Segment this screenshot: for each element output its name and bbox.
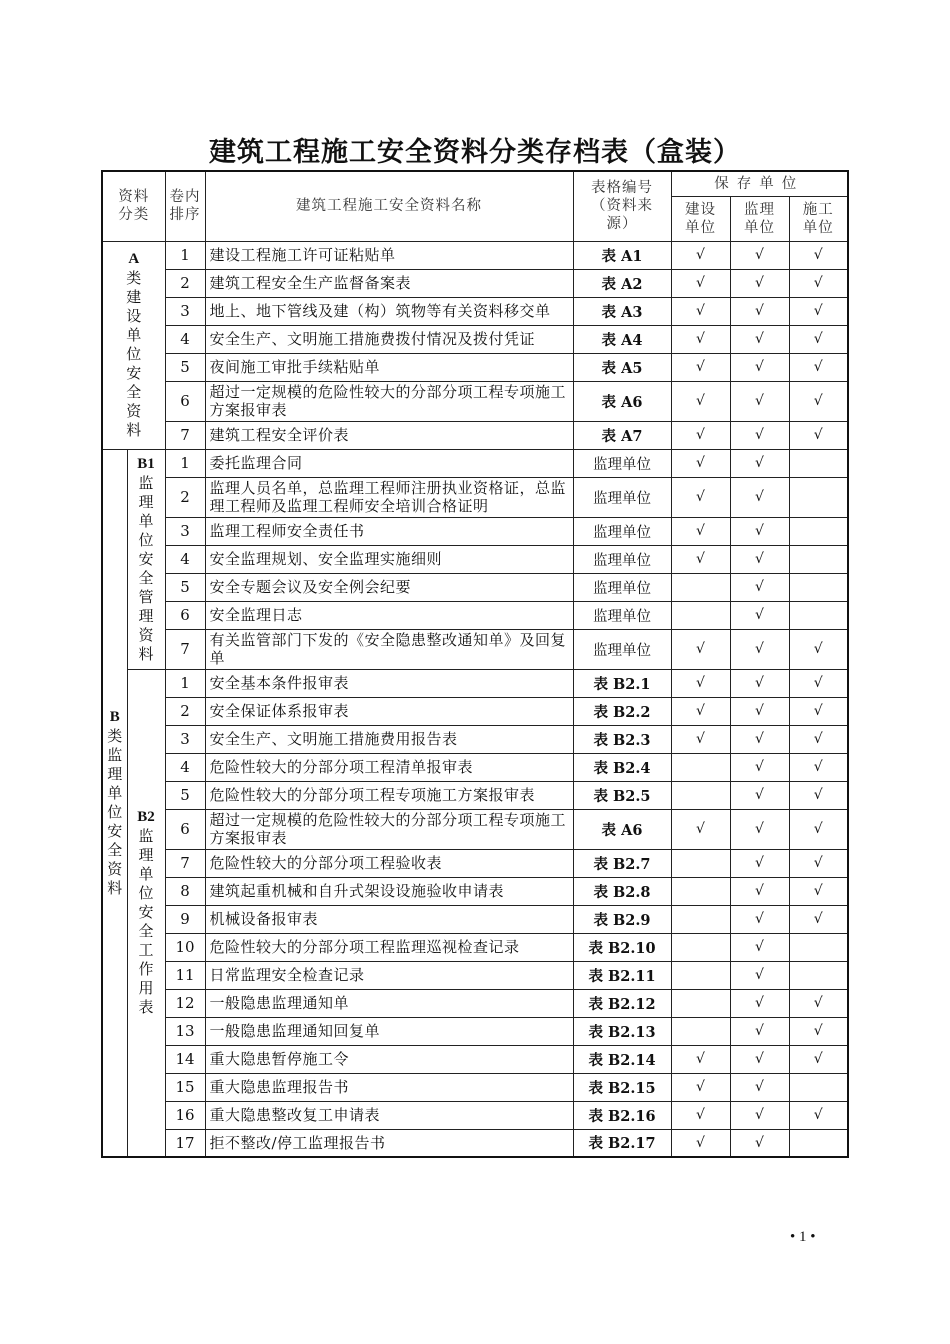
page-number: • 1 • [790, 1229, 816, 1245]
check-construction: √ [671, 1045, 730, 1073]
row-name: 建筑工程安全评价表 [205, 421, 573, 449]
row-name: 日常监理安全检查记录 [205, 961, 573, 989]
check-supervision: √ [730, 905, 789, 933]
check-supervision: √ [730, 1129, 789, 1157]
check-supervision: √ [730, 753, 789, 781]
check-supervision: √ [730, 241, 789, 269]
check-builder: √ [789, 297, 848, 325]
check-supervision: √ [730, 449, 789, 477]
row-code: 表 B2.17 [573, 1129, 671, 1157]
check-construction [671, 601, 730, 629]
table-row [102, 297, 848, 325]
row-code: 表 A6 [573, 809, 671, 849]
check-supervision: √ [730, 989, 789, 1017]
check-supervision: √ [730, 601, 789, 629]
header-storage: 保存单位 [671, 171, 848, 196]
table-body [102, 241, 848, 1157]
group-b-label [102, 449, 127, 1157]
check-construction: √ [671, 381, 730, 421]
table-row [102, 545, 848, 573]
group-code: B [109, 708, 120, 725]
row-name: 监理工程师安全责任书 [205, 517, 573, 545]
row-name: 安全专题会议及安全例会纪要 [205, 573, 573, 601]
check-builder: √ [789, 877, 848, 905]
check-construction [671, 989, 730, 1017]
check-construction [671, 1017, 730, 1045]
check-construction: √ [671, 477, 730, 517]
check-supervision: √ [730, 517, 789, 545]
group-code: B2 [137, 809, 155, 826]
check-supervision: √ [730, 809, 789, 849]
row-order: 4 [165, 753, 205, 781]
check-builder [789, 601, 848, 629]
check-supervision: √ [730, 697, 789, 725]
row-code: 表 B2.13 [573, 1017, 671, 1045]
row-code: 表 A5 [573, 353, 671, 381]
row-order: 3 [165, 725, 205, 753]
check-builder [789, 933, 848, 961]
row-code: 表 B2.4 [573, 753, 671, 781]
header-order: 卷内排序 [165, 171, 205, 241]
header-construction-unit: 建设单位 [671, 196, 730, 241]
check-supervision: √ [730, 325, 789, 353]
row-order: 12 [165, 989, 205, 1017]
row-order: 5 [165, 353, 205, 381]
header-category: 资料分类 [102, 171, 165, 241]
row-order: 2 [165, 269, 205, 297]
check-builder: √ [789, 1045, 848, 1073]
group-text: 类监理单位安全资料 [107, 726, 123, 897]
header-builder-unit: 施工单位 [789, 196, 848, 241]
row-code: 表 A3 [573, 297, 671, 325]
group-text: 类建设单位安全资料 [126, 269, 142, 439]
check-supervision: √ [730, 781, 789, 809]
check-supervision: √ [730, 381, 789, 421]
check-builder [789, 477, 848, 517]
row-name: 安全生产、文明施工措施费用报告表 [205, 725, 573, 753]
group-a-label [102, 241, 165, 449]
table-row [102, 573, 848, 601]
row-order: 1 [165, 669, 205, 697]
table-row [102, 629, 848, 669]
row-name: 拒不整改/停工监理报告书 [205, 1129, 573, 1157]
row-order: 1 [165, 449, 205, 477]
check-construction: √ [671, 269, 730, 297]
check-supervision: √ [730, 725, 789, 753]
table-row [102, 989, 848, 1017]
row-code: 表 B2.9 [573, 905, 671, 933]
check-builder: √ [789, 269, 848, 297]
row-code: 表 B2.2 [573, 697, 671, 725]
table-row [102, 325, 848, 353]
check-builder: √ [789, 1101, 848, 1129]
check-construction: √ [671, 545, 730, 573]
row-order: 14 [165, 1045, 205, 1073]
row-code: 监理单位 [573, 517, 671, 545]
row-code: 监理单位 [573, 545, 671, 573]
check-builder [789, 545, 848, 573]
check-construction: √ [671, 809, 730, 849]
row-name: 安全生产、文明施工措施费拨付情况及拨付凭证 [205, 325, 573, 353]
table-row [102, 1045, 848, 1073]
row-name: 建设工程施工许可证粘贴单 [205, 241, 573, 269]
check-builder [789, 1129, 848, 1157]
row-order: 6 [165, 381, 205, 421]
row-order: 1 [165, 241, 205, 269]
row-order: 8 [165, 877, 205, 905]
check-builder: √ [789, 905, 848, 933]
header-supervision-unit: 监理单位 [730, 196, 789, 241]
check-construction: √ [671, 353, 730, 381]
row-name: 安全基本条件报审表 [205, 669, 573, 697]
row-order: 3 [165, 517, 205, 545]
row-code: 表 B2.15 [573, 1073, 671, 1101]
check-supervision: √ [730, 545, 789, 573]
check-builder: √ [789, 989, 848, 1017]
table-row [102, 753, 848, 781]
row-code: 监理单位 [573, 477, 671, 517]
row-order: 2 [165, 477, 205, 517]
table-row [102, 381, 848, 421]
check-construction [671, 933, 730, 961]
table-row [102, 697, 848, 725]
check-supervision: √ [730, 1017, 789, 1045]
row-order: 9 [165, 905, 205, 933]
check-builder [789, 517, 848, 545]
table-row [102, 449, 848, 477]
row-name: 重大隐患暂停施工令 [205, 1045, 573, 1073]
row-name: 安全监理日志 [205, 601, 573, 629]
table-row [102, 781, 848, 809]
check-builder [789, 1073, 848, 1101]
check-supervision: √ [730, 269, 789, 297]
row-name: 委托监理合同 [205, 449, 573, 477]
row-name: 一般隐患监理通知回复单 [205, 1017, 573, 1045]
check-construction: √ [671, 669, 730, 697]
row-order: 15 [165, 1073, 205, 1101]
check-builder: √ [789, 421, 848, 449]
row-order: 4 [165, 325, 205, 353]
table-row [102, 517, 848, 545]
row-code: 表 A6 [573, 381, 671, 421]
group-b2-label [127, 669, 165, 1157]
check-supervision: √ [730, 849, 789, 877]
check-builder: √ [789, 629, 848, 669]
row-name: 监理人员名单，总监理工程师注册执业资格证，总监理工程师及监理工程师安全培训合格证明 [205, 477, 573, 517]
table-row [102, 809, 848, 849]
row-order: 11 [165, 961, 205, 989]
row-code: 表 B2.8 [573, 877, 671, 905]
row-order: 5 [165, 781, 205, 809]
check-builder: √ [789, 353, 848, 381]
row-code: 表 B2.16 [573, 1101, 671, 1129]
check-supervision: √ [730, 573, 789, 601]
row-name: 超过一定规模的危险性较大的分部分项工程专项施工方案报审表 [205, 809, 573, 849]
table-row [102, 725, 848, 753]
check-construction [671, 905, 730, 933]
check-builder: √ [789, 325, 848, 353]
group-code: A [128, 251, 140, 267]
table-row [102, 933, 848, 961]
check-builder [789, 961, 848, 989]
row-name: 有关监管部门下发的《安全隐患整改通知单》及回复单 [205, 629, 573, 669]
check-builder [789, 573, 848, 601]
check-construction [671, 573, 730, 601]
group-text: 监理单位安全管理资料 [138, 473, 154, 663]
table-row [102, 269, 848, 297]
check-builder: √ [789, 381, 848, 421]
group-code: B1 [137, 455, 155, 472]
header-code: 表格编号（资料来源） [573, 171, 671, 241]
check-construction: √ [671, 725, 730, 753]
check-construction: √ [671, 1073, 730, 1101]
row-code: 表 A2 [573, 269, 671, 297]
check-supervision: √ [730, 961, 789, 989]
row-name: 超过一定规模的危险性较大的分部分项工程专项施工方案报审表 [205, 381, 573, 421]
row-order: 16 [165, 1101, 205, 1129]
check-construction: √ [671, 1129, 730, 1157]
check-construction [671, 781, 730, 809]
check-builder: √ [789, 781, 848, 809]
check-construction [671, 753, 730, 781]
check-construction [671, 961, 730, 989]
row-name: 安全保证体系报审表 [205, 697, 573, 725]
row-code: 表 B2.1 [573, 669, 671, 697]
row-name: 危险性较大的分部分项工程验收表 [205, 849, 573, 877]
row-order: 4 [165, 545, 205, 573]
table-row [102, 1073, 848, 1101]
header-name: 建筑工程施工安全资料名称 [205, 171, 573, 241]
table-row [102, 905, 848, 933]
row-name: 危险性较大的分部分项工程专项施工方案报审表 [205, 781, 573, 809]
check-supervision: √ [730, 669, 789, 697]
row-code: 表 A7 [573, 421, 671, 449]
check-builder: √ [789, 849, 848, 877]
check-construction [671, 849, 730, 877]
table-row [102, 353, 848, 381]
row-name: 地上、地下管线及建（构）筑物等有关资料移交单 [205, 297, 573, 325]
check-supervision: √ [730, 629, 789, 669]
check-construction: √ [671, 697, 730, 725]
table-row [102, 849, 848, 877]
check-construction: √ [671, 297, 730, 325]
check-supervision: √ [730, 1073, 789, 1101]
row-order: 13 [165, 1017, 205, 1045]
row-name: 一般隐患监理通知单 [205, 989, 573, 1017]
row-order: 6 [165, 601, 205, 629]
check-construction: √ [671, 325, 730, 353]
check-construction: √ [671, 1101, 730, 1129]
row-order: 7 [165, 629, 205, 669]
check-supervision: √ [730, 933, 789, 961]
row-code: 监理单位 [573, 601, 671, 629]
archive-table [101, 170, 849, 1158]
row-code: 表 B2.14 [573, 1045, 671, 1073]
check-supervision: √ [730, 477, 789, 517]
row-order: 5 [165, 573, 205, 601]
row-name: 重大隐患整改复工申请表 [205, 1101, 573, 1129]
check-supervision: √ [730, 1045, 789, 1073]
table-row [102, 421, 848, 449]
check-builder [789, 449, 848, 477]
table-row [102, 961, 848, 989]
document-title: 建筑工程施工安全资料分类存档表（盒装） [209, 137, 741, 168]
row-code: 表 B2.12 [573, 989, 671, 1017]
table-row [102, 1017, 848, 1045]
row-name: 机械设备报审表 [205, 905, 573, 933]
group-b1-label [127, 449, 165, 669]
check-supervision: √ [730, 421, 789, 449]
check-supervision: √ [730, 877, 789, 905]
table-row [102, 877, 848, 905]
row-code: 表 B2.3 [573, 725, 671, 753]
row-name: 危险性较大的分部分项工程清单报审表 [205, 753, 573, 781]
check-construction: √ [671, 517, 730, 545]
group-text: 监理单位安全工作用表 [138, 827, 154, 1017]
check-supervision: √ [730, 297, 789, 325]
row-name: 重大隐患监理报告书 [205, 1073, 573, 1101]
row-code: 监理单位 [573, 449, 671, 477]
table-row [102, 1129, 848, 1157]
row-name: 建筑起重机械和自升式架设设施验收申请表 [205, 877, 573, 905]
check-builder: √ [789, 725, 848, 753]
row-code: 监理单位 [573, 573, 671, 601]
table-row [102, 669, 848, 697]
row-code: 表 B2.5 [573, 781, 671, 809]
table-row [102, 601, 848, 629]
row-code: 监理单位 [573, 629, 671, 669]
row-code: 表 B2.10 [573, 933, 671, 961]
row-order: 3 [165, 297, 205, 325]
row-code: 表 B2.11 [573, 961, 671, 989]
check-builder: √ [789, 753, 848, 781]
check-builder: √ [789, 669, 848, 697]
row-order: 7 [165, 849, 205, 877]
row-name: 危险性较大的分部分项工程监理巡视检查记录 [205, 933, 573, 961]
check-builder: √ [789, 241, 848, 269]
check-supervision: √ [730, 1101, 789, 1129]
table-row [102, 477, 848, 517]
row-order: 10 [165, 933, 205, 961]
row-name: 建筑工程安全生产监督备案表 [205, 269, 573, 297]
row-order: 6 [165, 809, 205, 849]
check-construction: √ [671, 629, 730, 669]
row-order: 7 [165, 421, 205, 449]
row-code: 表 A1 [573, 241, 671, 269]
table-row [102, 1101, 848, 1129]
check-construction: √ [671, 241, 730, 269]
check-construction: √ [671, 449, 730, 477]
check-builder: √ [789, 697, 848, 725]
row-code: 表 A4 [573, 325, 671, 353]
check-builder: √ [789, 1017, 848, 1045]
check-construction: √ [671, 421, 730, 449]
check-builder: √ [789, 809, 848, 849]
row-name: 安全监理规划、安全监理实施细则 [205, 545, 573, 573]
row-order: 17 [165, 1129, 205, 1157]
check-construction [671, 877, 730, 905]
row-code: 表 B2.7 [573, 849, 671, 877]
check-supervision: √ [730, 353, 789, 381]
row-order: 2 [165, 697, 205, 725]
row-name: 夜间施工审批手续粘贴单 [205, 353, 573, 381]
table-row [102, 241, 848, 269]
